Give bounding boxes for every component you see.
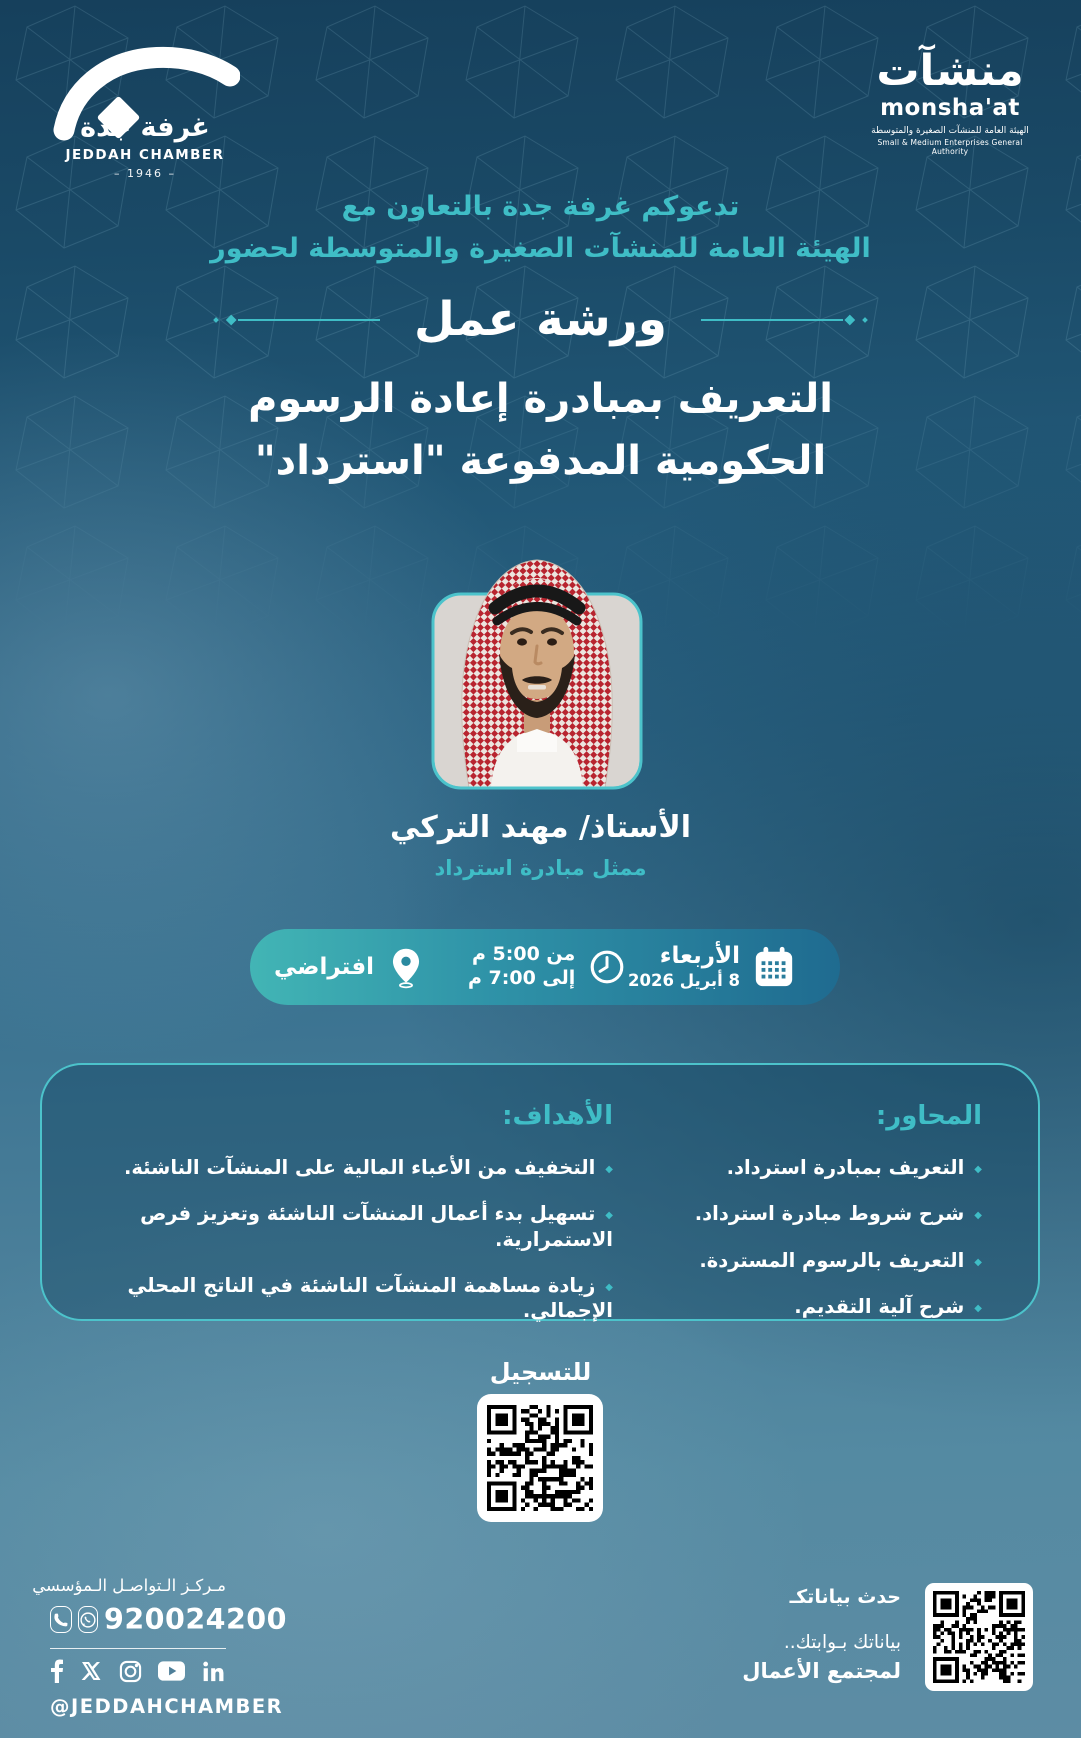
event-details-bar: [250, 929, 840, 1005]
event-day: الأربعاء: [659, 943, 740, 970]
x-twitter-icon: [80, 1660, 102, 1682]
workshop-title: [0, 368, 1081, 492]
registration-label: للتسجيل: [489, 1358, 592, 1386]
invitation-line-1: تدعوكم غرفة جدة بالتعاون مع: [341, 191, 740, 222]
phone-icon: [50, 1606, 72, 1633]
event-type-title: ورشة عمل: [414, 292, 667, 347]
social-icons-row: [50, 1659, 224, 1683]
whatsapp-icon: [78, 1606, 98, 1633]
date-group: [628, 929, 796, 1005]
objectives-column: [82, 1101, 613, 1323]
event-date: 8 أبريل 2026: [628, 971, 740, 991]
objectives-heading: الأهداف:: [502, 1101, 613, 1131]
monshaat-tagline-english: Small & Medium Enterprises General Authority: [877, 138, 1023, 156]
topics-column: [613, 1101, 982, 1319]
time-group: [468, 929, 627, 1005]
facebook-icon: [50, 1659, 63, 1683]
speaker-role: ممثل مبادرة استرداد: [434, 856, 647, 880]
topics-heading: المحاور:: [875, 1101, 982, 1131]
location-pin-icon: [386, 944, 426, 990]
update-data-qr-code: [925, 1583, 1033, 1691]
phone-row: [50, 1603, 287, 1636]
divider-ornament-right: [691, 313, 876, 327]
divider-ornament-left: [205, 313, 390, 327]
topic-item: ◆ شرح شروط مبادرة استرداد.: [613, 1201, 982, 1226]
contact-phone-number: 920024200: [104, 1603, 287, 1636]
invitation-line-2: الهيئة العامة للمنشآت الصغيرة والمتوسطة لحضور: [210, 232, 871, 264]
content-box: [40, 1063, 1040, 1321]
event-type-row: [0, 292, 1081, 347]
location-group: [274, 929, 426, 1005]
jeddah-chamber-year: – 1946 –: [114, 167, 176, 180]
monshaat-wordmark-arabic: منشآت: [876, 46, 1024, 96]
youtube-icon: [158, 1661, 185, 1681]
linkedin-icon: [202, 1660, 224, 1682]
jeddah-chamber-name-arabic: غرفة جدة: [80, 112, 210, 143]
objective-item: ◆ زيادة مساهمة المنشآت الناشئة في الناتج المحلي الإجمالي.: [82, 1273, 613, 1324]
topic-item: ◆ التعريف بالرسوم المستردة.: [613, 1248, 982, 1273]
clock-icon: [587, 947, 627, 987]
social-handle: @JEDDAHCHAMBER: [50, 1695, 284, 1718]
calendar-icon: [752, 945, 796, 989]
speaker-name: الأستاذ/ مهند التركي: [389, 810, 692, 845]
footer-contact-block: [32, 1576, 287, 1718]
objective-item: ◆ تسهيل بدء أعمال المنشآت الناشئة وتعزيز فرص الاستمرارية.: [82, 1201, 613, 1252]
monshaat-wordmark-english: monsha'at: [880, 95, 1020, 121]
jeddah-chamber-logo: [50, 38, 240, 180]
contact-center-label: مـركـز الـتواصـل الـمؤسسي: [32, 1576, 226, 1595]
topic-item: ◆ التعريف بمبادرة استرداد.: [613, 1155, 982, 1180]
update-data-line-1: بياناتك بـوابتك..: [783, 1632, 901, 1653]
update-data-line-2: لمجتمع الأعمال: [742, 1659, 901, 1683]
event-time-from: من 5:00 م: [472, 943, 576, 966]
objective-item: ◆ التخفيف من الأعباء المالية على المنشآت الناشئة.: [82, 1155, 613, 1180]
jeddah-chamber-name-english: JEDDAH CHAMBER: [65, 147, 225, 163]
workshop-title-line-1: التعريف بمبادرة إعادة الرسوم: [248, 376, 833, 422]
speaker-photo: [431, 532, 643, 790]
update-data-title: حدث بياناتكـ: [789, 1586, 901, 1608]
topic-item: ◆ شرح آلية التقديم.: [613, 1294, 982, 1319]
instagram-icon: [119, 1660, 142, 1683]
footer-divider: [50, 1648, 226, 1649]
registration-qr-code: [477, 1394, 603, 1522]
event-time-to: إلى 7:00 م: [468, 967, 576, 989]
monshaat-tagline-arabic: الهيئة العامة للمنشآت الصغيرة والمتوسطة: [871, 126, 1029, 136]
invitation-text: [0, 186, 1081, 270]
update-data-block: [742, 1586, 901, 1683]
monshaat-logo: [865, 46, 1035, 156]
workshop-title-line-2: الحكومية المدفوعة "استرداد": [254, 438, 827, 484]
event-location: افتراضي: [274, 954, 375, 980]
